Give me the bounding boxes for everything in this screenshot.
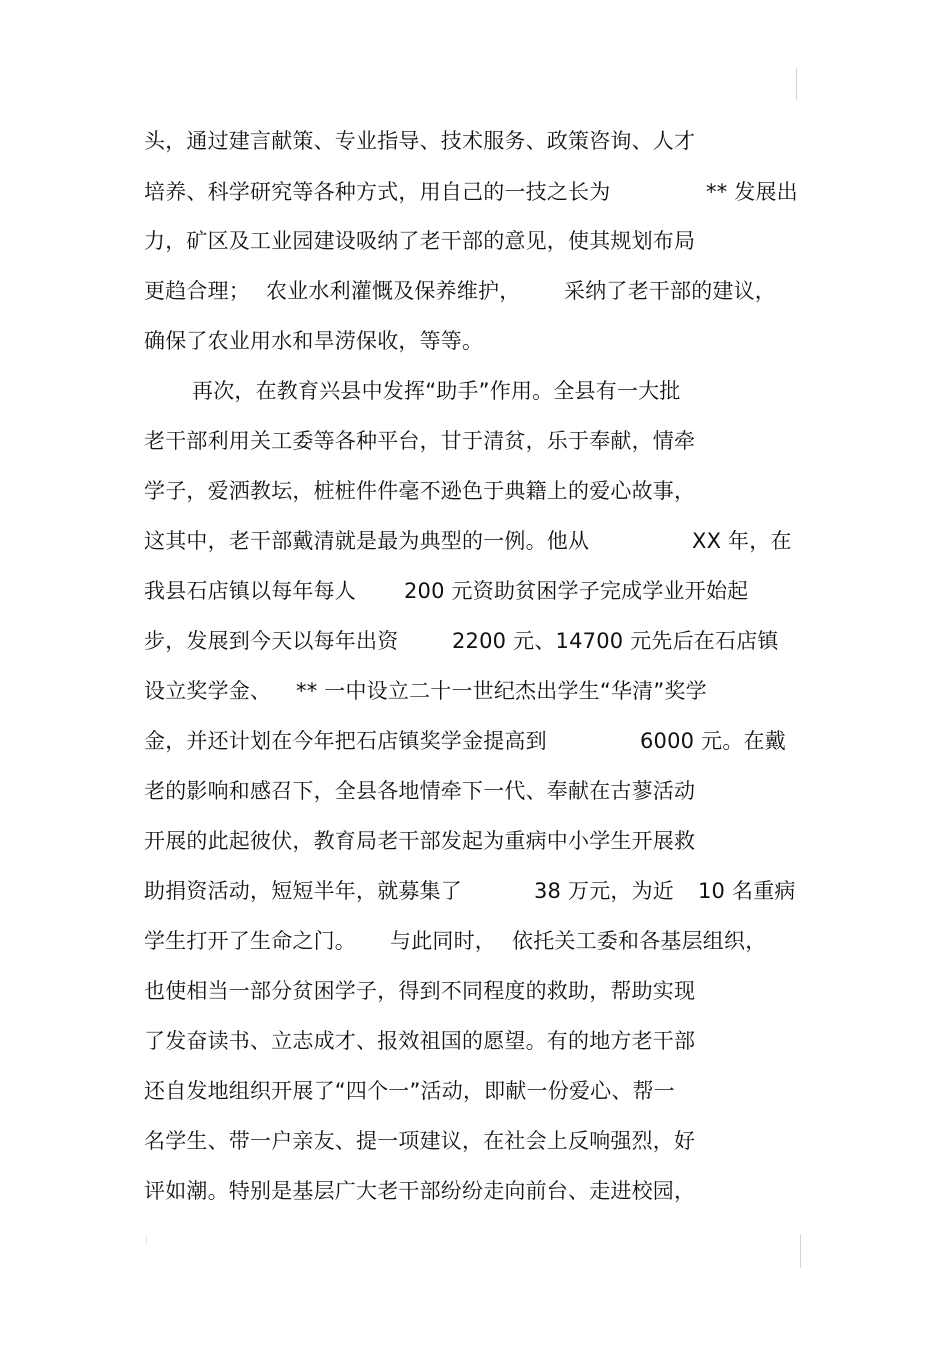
text-segment: 老干部利用关工委等各种平台，甘于清贫，乐于奉献，情牵 [144,429,696,453]
text-segment: 更趋合理； [144,279,250,303]
text-segment: ** 一中设立二十一世纪杰出学生“华清”奖学 [296,679,707,703]
text-segment: 金，并还计划在今年把石店镇奖学金提高到 [144,729,547,753]
text-segment: 还自发地组织开展了“四个一”活动，即献一份爱心、帮一 [144,1079,675,1103]
text-segment: 再次，在教育兴县中发挥“助手”作用。全县有一大批 [192,379,681,403]
text-segment: 头，通过建言献策、专业指导、技术服务、政策咨询、人才 [144,129,696,153]
text-segment: 步，发展到今天以每年出资 [144,629,399,653]
text-segment: 农业水利灌慨及保养维护， [266,279,521,303]
text-segment: 依托关工委和各基层组织， [512,929,767,953]
text-segment: 6000 元。在戴 [640,729,786,753]
text-segment: 评如潮。特别是基层广大老干部纷纷走向前台、走进校园， [144,1179,696,1203]
text-segment: ** 发展出 [706,180,798,204]
text-segment: 培养、科学研究等各种方式，用自己的一技之长为 [144,180,611,204]
text-segment: 这其中，老干部戴清就是最为典型的一例。他从 [144,529,590,553]
text-segment: 确保了农业用水和旱涝保收，等等。 [144,329,484,353]
text-segment: 10 名重病 [698,879,796,903]
text-segment: 学子，爱洒教坛，桩桩件件毫不逊色于典籍上的爱心故事， [144,479,696,503]
text-segment: 力，矿区及工业园建设吸纳了老干部的意见，使其规划布局 [144,229,696,253]
text-segment: 开展的此起彼伏，教育局老干部发起为重病中小学生开展救 [144,829,696,853]
text-segment: 助捐资活动，短短半年，就募集了 [144,879,462,903]
text-segment: 学生打开了生命之门。 [144,929,356,953]
text-segment: 2200 元、14700 元先后在石店镇 [452,629,779,653]
text-segment: 200 元资助贫困学子完成学业开始起 [404,579,749,603]
text-segment: 老的影响和感召下，全县各地情牵下一代、奉献在古蓼活动 [144,779,696,803]
text-segment: 与此同时， [390,929,496,953]
text-segment: 也使相当一部分贫困学子，得到不同程度的救助，帮助实现 [144,979,696,1003]
text-segment: 了发奋读书、立志成才、报效祖国的愿望。有的地方老干部 [144,1029,696,1053]
text-segment: 38 万元，为近 [534,879,674,903]
text-segment: 名学生、带一户亲友、提一项建议，在社会上反响强烈，好 [144,1129,696,1153]
text-segment: XX 年，在 [692,529,792,553]
text-segment: 设立奖学金、 [144,679,272,703]
text-segment: 采纳了老干部的建议， [564,279,776,303]
text-segment: 我县石店镇以每年每人 [144,579,356,603]
